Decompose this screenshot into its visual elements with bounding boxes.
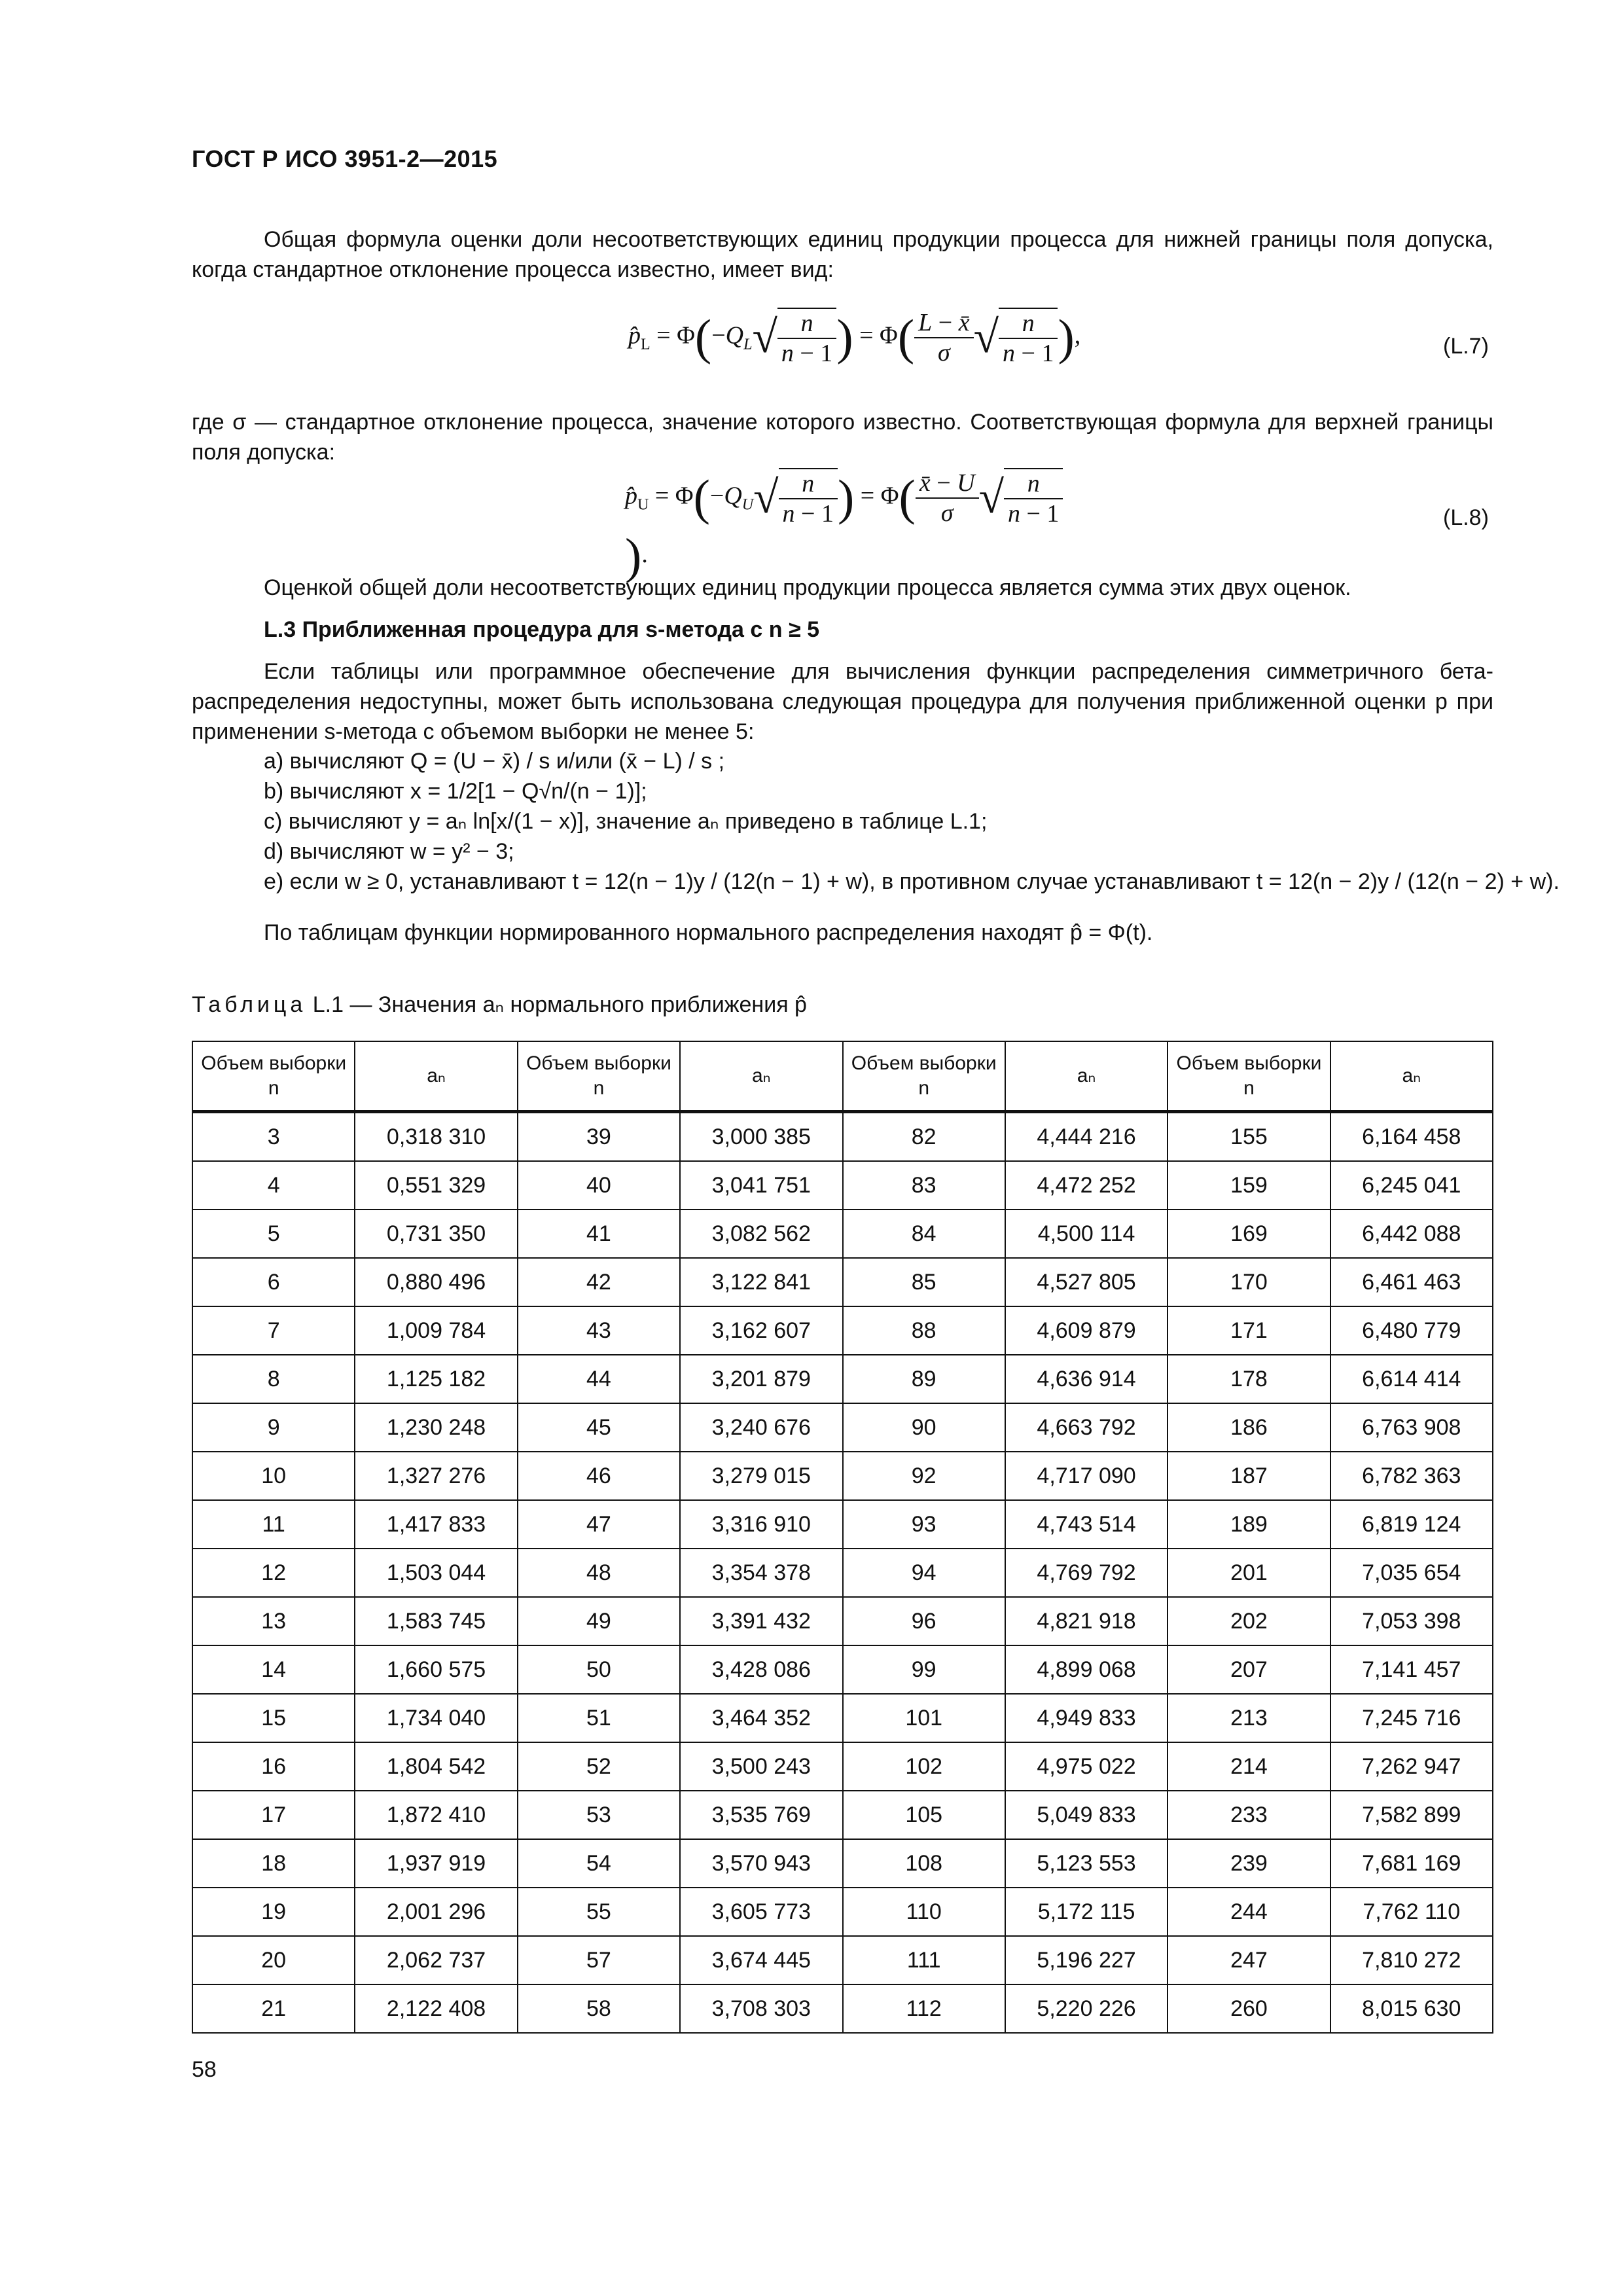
an-value-cell: 4,527 805 (1005, 1258, 1168, 1306)
sample-size-cell: 244 (1168, 1888, 1330, 1936)
formula-l8: $p̂_U = \Phi(-Q_U√$ $\frac{n}{n - 1}$ ) = Φ( $\frac{x̄ - U}{\sigma}$ √ $\frac{n}{n - 1}$ ). (625, 468, 1083, 547)
sample-size-cell: 9 (192, 1403, 355, 1452)
an-value-cell: 3,240 676 (680, 1403, 842, 1452)
table-row (192, 1403, 1493, 1452)
an-value-cell: 5,220 226 (1005, 1984, 1168, 2033)
header-an: aₙ (1005, 1041, 1168, 1112)
sample-size-cell: 93 (843, 1500, 1005, 1549)
an-value-cell: 3,605 773 (680, 1888, 842, 1936)
an-value-cell: 5,172 115 (1005, 1888, 1168, 1936)
sample-size-cell: 213 (1168, 1694, 1330, 1742)
sample-size-cell: 3 (192, 1112, 355, 1162)
an-value-cell: 7,245 716 (1330, 1694, 1493, 1742)
sample-size-cell: 111 (843, 1936, 1005, 1984)
an-value-cell: 3,162 607 (680, 1306, 842, 1355)
sample-size-cell: 41 (518, 1210, 680, 1258)
table-row (192, 1161, 1493, 1210)
an-value-cell: 7,141 457 (1330, 1645, 1493, 1694)
sample-size-cell: 44 (518, 1355, 680, 1403)
sample-size-cell: 202 (1168, 1597, 1330, 1645)
an-value-cell: 3,570 943 (680, 1839, 842, 1888)
an-value-cell: 1,660 575 (355, 1645, 517, 1694)
sample-size-cell: 17 (192, 1791, 355, 1839)
sample-size-cell: 178 (1168, 1355, 1330, 1403)
an-value-cell: 4,609 879 (1005, 1306, 1168, 1355)
an-value-cell: 3,000 385 (680, 1112, 842, 1162)
step-a: а) вычисляют Q = (U − x̄) / s и/или (x̄ − L) / s ; (264, 749, 725, 774)
sample-size-cell: 83 (843, 1161, 1005, 1210)
table-row (192, 1984, 1493, 2033)
an-value-cell: 1,872 410 (355, 1791, 517, 1839)
an-value-cell: 2,122 408 (355, 1984, 517, 2033)
sample-size-cell: 42 (518, 1258, 680, 1306)
an-value-cell: 1,327 276 (355, 1452, 517, 1500)
sample-size-cell: 82 (843, 1112, 1005, 1162)
table-row (192, 1452, 1493, 1500)
sample-size-cell: 105 (843, 1791, 1005, 1839)
sample-size-cell: 7 (192, 1306, 355, 1355)
sample-size-cell: 214 (1168, 1742, 1330, 1791)
table-row (192, 1500, 1493, 1549)
sample-size-cell: 90 (843, 1403, 1005, 1452)
an-value-cell: 8,015 630 (1330, 1984, 1493, 2033)
equation-number: (L.7) (1443, 334, 1489, 359)
an-value-cell: 4,821 918 (1005, 1597, 1168, 1645)
header-n: Объем выборки n (1168, 1041, 1330, 1112)
sample-size-cell: 108 (843, 1839, 1005, 1888)
formula-l7: $p̂_L = \Phi(-Q_L√$ $\frac{n}{n - 1}$ ) = Φ( $\frac{L - x̄}{\sigma}$ √ $\frac{n}{n - 1}$ ), (628, 309, 1081, 367)
an-value-cell: 3,464 352 (680, 1694, 842, 1742)
an-value-cell: 3,201 879 (680, 1355, 842, 1403)
an-value-cell: 1,937 919 (355, 1839, 517, 1888)
an-value-cell: 6,164 458 (1330, 1112, 1493, 1162)
sample-size-cell: 13 (192, 1597, 355, 1645)
an-value-cell: 5,049 833 (1005, 1791, 1168, 1839)
sample-size-cell: 88 (843, 1306, 1005, 1355)
sample-size-cell: 46 (518, 1452, 680, 1500)
sample-size-cell: 18 (192, 1839, 355, 1888)
header-n: Объем выборки n (192, 1041, 355, 1112)
header-an: aₙ (1330, 1041, 1493, 1112)
sample-size-cell: 207 (1168, 1645, 1330, 1694)
caption-label: Таблица (192, 992, 307, 1017)
an-value-cell: 0,551 329 (355, 1161, 517, 1210)
sample-size-cell: 96 (843, 1597, 1005, 1645)
sample-size-cell: 19 (192, 1888, 355, 1936)
sample-size-cell: 159 (1168, 1161, 1330, 1210)
sample-size-cell: 58 (518, 1984, 680, 2033)
table-row (192, 1258, 1493, 1306)
sample-size-cell: 233 (1168, 1791, 1330, 1839)
sample-size-cell: 89 (843, 1355, 1005, 1403)
header-an: aₙ (680, 1041, 842, 1112)
sample-size-cell: 169 (1168, 1210, 1330, 1258)
an-value-cell: 6,782 363 (1330, 1452, 1493, 1500)
sample-size-cell: 48 (518, 1549, 680, 1597)
intro-paragraph: где σ — стандартное отклонение процесса, значение которого известно. Соответствующая формула для верхней границы поля допуска: (192, 410, 1493, 465)
section-heading: L.3 Приближенная процедура для s-метода с n ≥ 5 (264, 617, 819, 642)
procedure-steps (264, 746, 1560, 910)
sample-size-cell: 239 (1168, 1839, 1330, 1888)
caption-text: L.1 — Значения aₙ нормального приближения p̂ (312, 992, 807, 1017)
an-value-cell: 4,743 514 (1005, 1500, 1168, 1549)
an-value-cell: 2,001 296 (355, 1888, 517, 1936)
sample-size-cell: 45 (518, 1403, 680, 1452)
sample-size-cell: 186 (1168, 1403, 1330, 1452)
sample-size-cell: 92 (843, 1452, 1005, 1500)
an-value-cell: 1,230 248 (355, 1403, 517, 1452)
an-value-cell: 3,122 841 (680, 1258, 842, 1306)
an-value-cell: 4,899 068 (1005, 1645, 1168, 1694)
table-row (192, 1791, 1493, 1839)
an-value-cell: 4,663 792 (1005, 1403, 1168, 1452)
sample-size-cell: 247 (1168, 1936, 1330, 1984)
sample-size-cell: 110 (843, 1888, 1005, 1936)
sample-size-cell: 8 (192, 1355, 355, 1403)
an-value-cell: 3,041 751 (680, 1161, 842, 1210)
an-value-cell: 1,125 182 (355, 1355, 517, 1403)
intro-paragraph: Общая формула оценки доли несоответствующих единиц продукции процесса для нижней границы поля допуска, когда стандартное отклонение процесса известно, имеет вид: (192, 227, 1493, 282)
sample-size-cell: 155 (1168, 1112, 1330, 1162)
step-e: е) если w ≥ 0, устанавливают t = 12(n − 1)y / (12(n − 1) + w), в противном случае устанавливают t = 12(n − 2)y / (12(n − 2) + w). (264, 869, 1560, 894)
an-value-cell: 0,318 310 (355, 1112, 517, 1162)
sample-size-cell: 21 (192, 1984, 355, 2033)
values-table (192, 1041, 1493, 2034)
table-body (192, 1112, 1493, 2034)
an-value-cell: 7,035 654 (1330, 1549, 1493, 1597)
sample-size-cell: 189 (1168, 1500, 1330, 1549)
section-paragraph: Если таблицы или программное обеспечение для вычисления функции распределения симметричного бетараспределения недоступны, может быть использована следующая процедура для получения приближенной оценки p при применении s-метода с объемом выборки не менее 5: (192, 659, 1493, 744)
table-header-row (192, 1041, 1493, 1112)
an-value-cell: 6,442 088 (1330, 1210, 1493, 1258)
equation-number: (L.8) (1443, 505, 1489, 530)
an-value-cell: 3,535 769 (680, 1791, 842, 1839)
sample-size-cell: 50 (518, 1645, 680, 1694)
an-value-cell: 5,196 227 (1005, 1936, 1168, 1984)
an-value-cell: 4,500 114 (1005, 1210, 1168, 1258)
an-value-cell: 3,354 378 (680, 1549, 842, 1597)
an-value-cell: 7,582 899 (1330, 1791, 1493, 1839)
an-value-cell: 3,391 432 (680, 1597, 842, 1645)
table-row (192, 1597, 1493, 1645)
sample-size-cell: 39 (518, 1112, 680, 1162)
table-row (192, 1839, 1493, 1888)
sample-size-cell: 4 (192, 1161, 355, 1210)
an-value-cell: 4,444 216 (1005, 1112, 1168, 1162)
an-value-cell: 6,245 041 (1330, 1161, 1493, 1210)
sample-size-cell: 170 (1168, 1258, 1330, 1306)
an-value-cell: 1,503 044 (355, 1549, 517, 1597)
sample-size-cell: 49 (518, 1597, 680, 1645)
sample-size-cell: 112 (843, 1984, 1005, 2033)
sample-size-cell: 16 (192, 1742, 355, 1791)
sample-size-cell: 55 (518, 1888, 680, 1936)
table-row (192, 1355, 1493, 1403)
an-value-cell: 0,880 496 (355, 1258, 517, 1306)
an-value-cell: 4,769 792 (1005, 1549, 1168, 1597)
an-value-cell: 4,949 833 (1005, 1694, 1168, 1742)
table-row (192, 1306, 1493, 1355)
sample-size-cell: 101 (843, 1694, 1005, 1742)
table-row (192, 1742, 1493, 1791)
an-value-cell: 6,614 414 (1330, 1355, 1493, 1403)
page-number: 58 (192, 2057, 217, 2082)
step-c: с) вычисляют y = aₙ ln[x/(1 − x)], значение aₙ приведено в таблице L.1; (264, 809, 988, 834)
an-value-cell: 3,082 562 (680, 1210, 842, 1258)
header-n: Объем выборки n (843, 1041, 1005, 1112)
sample-size-cell: 15 (192, 1694, 355, 1742)
an-value-cell: 6,819 124 (1330, 1500, 1493, 1549)
step-d: d) вычисляют w = y² − 3; (264, 839, 514, 864)
sample-size-cell: 99 (843, 1645, 1005, 1694)
an-value-cell: 4,472 252 (1005, 1161, 1168, 1210)
sample-size-cell: 54 (518, 1839, 680, 1888)
an-value-cell: 6,461 463 (1330, 1258, 1493, 1306)
sample-size-cell: 260 (1168, 1984, 1330, 2033)
table-row (192, 1210, 1493, 1258)
sample-size-cell: 53 (518, 1791, 680, 1839)
an-value-cell: 4,975 022 (1005, 1742, 1168, 1791)
sample-size-cell: 201 (1168, 1549, 1330, 1597)
an-value-cell: 2,062 737 (355, 1936, 517, 1984)
an-value-cell: 1,417 833 (355, 1500, 517, 1549)
sample-size-cell: 40 (518, 1161, 680, 1210)
an-value-cell: 1,734 040 (355, 1694, 517, 1742)
sample-size-cell: 171 (1168, 1306, 1330, 1355)
an-value-cell: 6,763 908 (1330, 1403, 1493, 1452)
an-value-cell: 6,480 779 (1330, 1306, 1493, 1355)
header-an: aₙ (355, 1041, 517, 1112)
an-value-cell: 3,674 445 (680, 1936, 842, 1984)
sample-size-cell: 5 (192, 1210, 355, 1258)
document-header: ГОСТ Р ИСО 3951-2—2015 (192, 145, 498, 172)
table-row (192, 1549, 1493, 1597)
table-row (192, 1645, 1493, 1694)
sample-size-cell: 43 (518, 1306, 680, 1355)
sample-size-cell: 102 (843, 1742, 1005, 1791)
an-value-cell: 3,500 243 (680, 1742, 842, 1791)
sample-size-cell: 57 (518, 1936, 680, 1984)
an-value-cell: 4,717 090 (1005, 1452, 1168, 1500)
an-value-cell: 7,262 947 (1330, 1742, 1493, 1791)
sample-size-cell: 11 (192, 1500, 355, 1549)
sample-size-cell: 12 (192, 1549, 355, 1597)
sample-size-cell: 14 (192, 1645, 355, 1694)
sample-size-cell: 94 (843, 1549, 1005, 1597)
sample-size-cell: 20 (192, 1936, 355, 1984)
header-n: Объем выборки n (518, 1041, 680, 1112)
an-value-cell: 7,810 272 (1330, 1936, 1493, 1984)
an-value-cell: 1,804 542 (355, 1742, 517, 1791)
an-value-cell: 3,428 086 (680, 1645, 842, 1694)
an-value-cell: 1,583 745 (355, 1597, 517, 1645)
an-value-cell: 3,316 910 (680, 1500, 842, 1549)
an-value-cell: 5,123 553 (1005, 1839, 1168, 1888)
intro-paragraph: Оценкой общей доли несоответствующих единиц продукции процесса является сумма этих двух оценок. (264, 575, 1351, 600)
an-value-cell: 0,731 350 (355, 1210, 517, 1258)
sample-size-cell: 84 (843, 1210, 1005, 1258)
sample-size-cell: 85 (843, 1258, 1005, 1306)
an-value-cell: 1,009 784 (355, 1306, 517, 1355)
sample-size-cell: 10 (192, 1452, 355, 1500)
an-value-cell: 3,708 303 (680, 1984, 842, 2033)
sample-size-cell: 51 (518, 1694, 680, 1742)
an-value-cell: 4,636 914 (1005, 1355, 1168, 1403)
table-row (192, 1112, 1493, 1162)
section-final: По таблицам функции нормированного нормального распределения находят p̂ = Φ(t). (264, 920, 1153, 945)
sample-size-cell: 47 (518, 1500, 680, 1549)
table-row (192, 1936, 1493, 1984)
step-b: b) вычисляют x = 1/2[1 − Q√n/(n − 1)]; (264, 779, 647, 804)
an-value-cell: 7,762 110 (1330, 1888, 1493, 1936)
an-value-cell: 7,053 398 (1330, 1597, 1493, 1645)
an-value-cell: 7,681 169 (1330, 1839, 1493, 1888)
sample-size-cell: 187 (1168, 1452, 1330, 1500)
table-caption (192, 992, 807, 1018)
an-value-cell: 3,279 015 (680, 1452, 842, 1500)
sample-size-cell: 52 (518, 1742, 680, 1791)
sample-size-cell: 6 (192, 1258, 355, 1306)
table-row (192, 1888, 1493, 1936)
table-row (192, 1694, 1493, 1742)
